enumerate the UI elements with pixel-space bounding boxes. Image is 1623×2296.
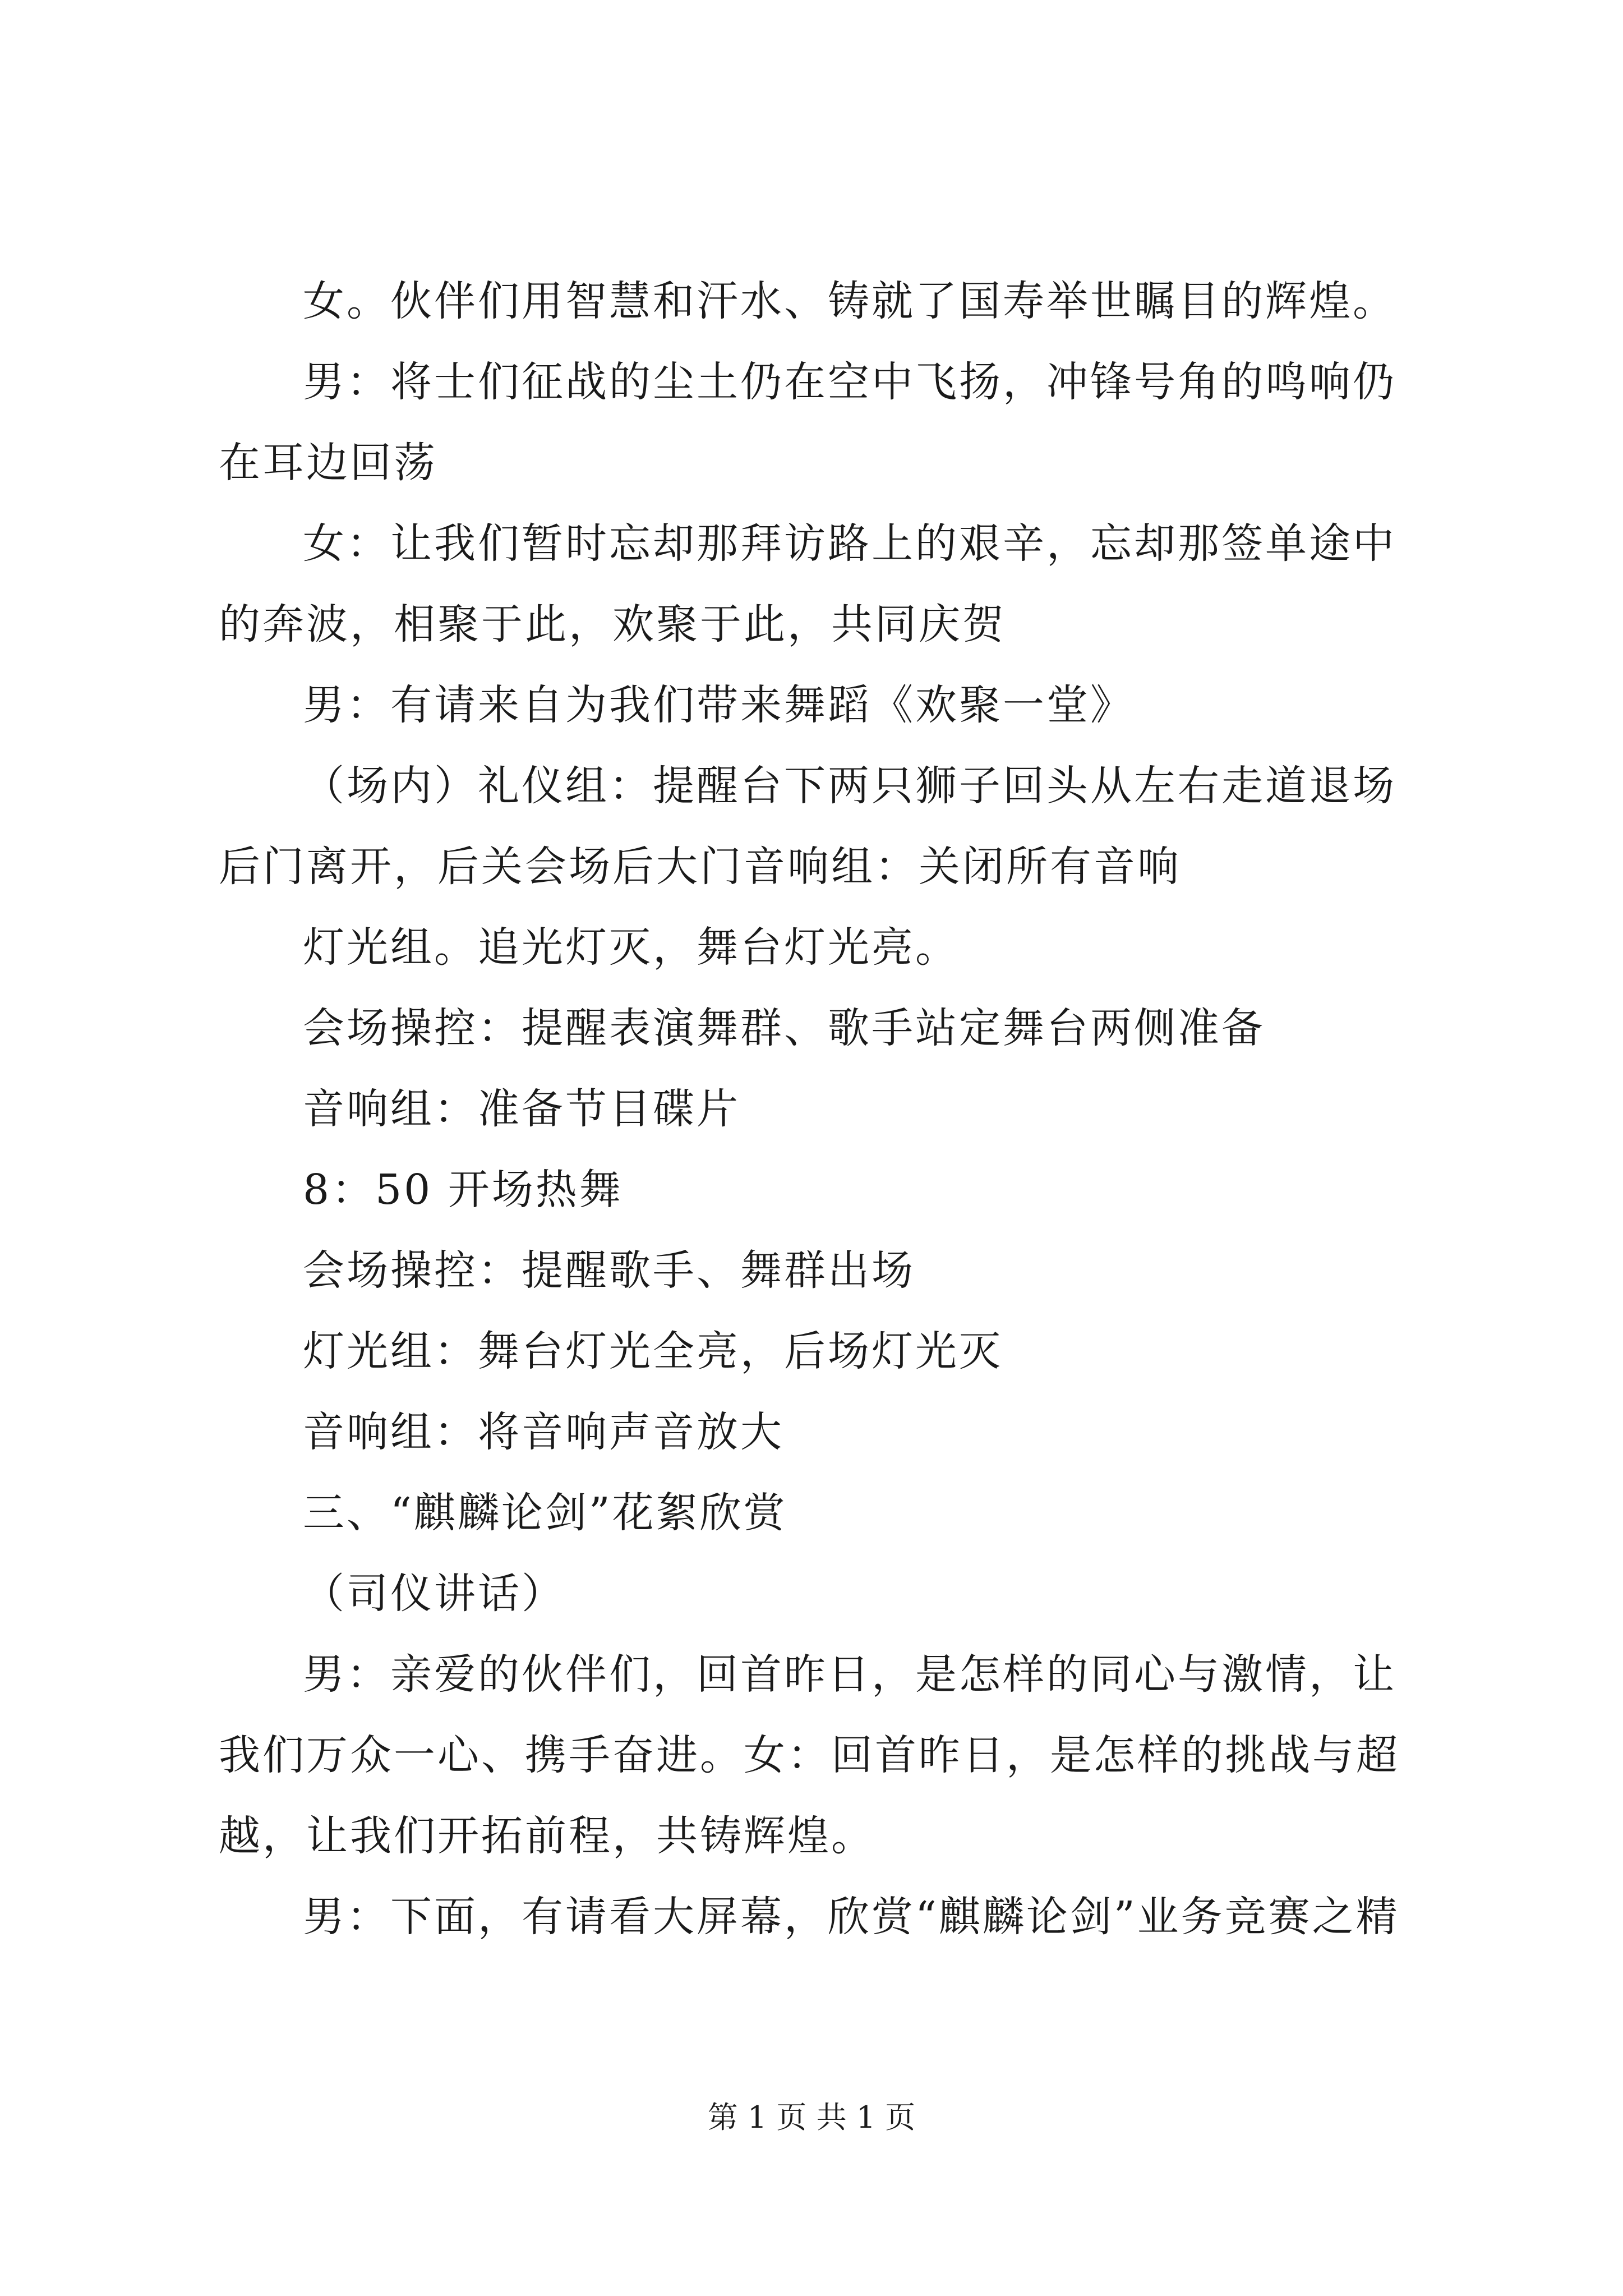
paragraph: 音响组：将音响声音放大 [303, 1408, 784, 1456]
paragraph: 灯光组。追光灯灭，舞台灯光亮。 [303, 923, 959, 972]
document-body [219, 261, 1419, 1957]
paragraph: 男：有请来自为我们带来舞蹈《欢聚一堂》 [303, 681, 1134, 729]
paragraph: （场内）礼仪组：提醒台下两只狮子回头从左右走道退场后门离开，后关会场后大门音响组：关闭所有音响 [219, 762, 1396, 891]
page-footer: 第 1 页 共 1 页 [707, 2100, 916, 2135]
paragraph: 会场操控：提醒表演舞群、歌手站定舞台两侧准备 [303, 1004, 1265, 1052]
paragraph: 灯光组：舞台灯光全亮，后场灯光灭 [303, 1327, 1003, 1375]
paragraph: 音响组：准备节目碟片 [303, 1085, 740, 1133]
paragraph: 女。伙伴们用智慧和汗水、铸就了国寿举世瞩目的辉煌。 [303, 277, 1396, 325]
paragraph: 男：下面，有请看大屏幕，欣赏“麒麟论剑”业务竞赛之精 [303, 1893, 1400, 1941]
paragraph: 男：将士们征战的尘土仍在空中飞扬，冲锋号角的鸣响仍在耳边回荡 [219, 358, 1396, 487]
paragraph: 会场操控：提醒歌手、舞群出场 [303, 1246, 915, 1295]
paragraph: （司仪讲话） [303, 1570, 565, 1618]
paragraph: 男：亲爱的伙伴们，回首昨日，是怎样的同心与激情，让我们万众一心、携手奋进。女：回首昨日，是怎样的挑战与超越，让我们开拓前程，共铸辉煌。 [219, 1650, 1400, 1860]
paragraph: 女：让我们暂时忘却那拜访路上的艰辛，忘却那签单途中的奔波，相聚于此，欢聚于此，共同庆贺 [219, 519, 1396, 648]
paragraph: 8：50 开场热舞 [303, 1166, 623, 1214]
paragraph: 三、“麒麟论剑”花絮欣赏 [303, 1489, 787, 1537]
